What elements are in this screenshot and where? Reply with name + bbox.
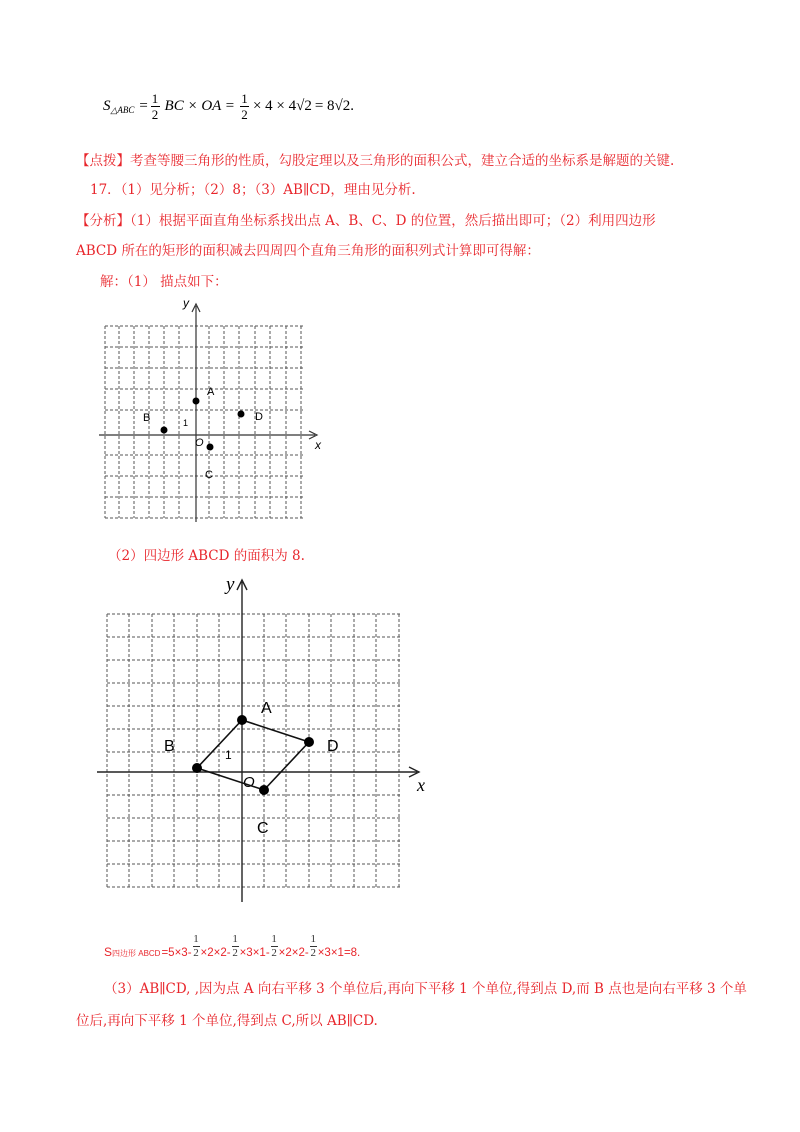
q17-answer: 17．（1）见分析；（2）8；（3）AB∥CD，理由见分析. [90, 182, 416, 198]
point-d-2 [304, 737, 314, 747]
point-d-label-1: D [255, 411, 263, 423]
coordinate-graph-1 [95, 292, 335, 528]
frac-num: 1 [232, 933, 238, 945]
area-half-2 [232, 934, 239, 959]
unit-label-1: 1 [183, 418, 189, 428]
point-a-label-1: A [207, 386, 215, 398]
point-b-label-2: B [164, 738, 175, 755]
formula-bc-oa: BC × OA = [164, 98, 235, 114]
point-b-1 [161, 427, 168, 434]
formula-sub: △ABC [110, 105, 135, 115]
point-a-1 [193, 398, 200, 405]
frac-den: 2 [151, 107, 159, 122]
area-half-4 [310, 934, 317, 959]
axes-2 [97, 580, 419, 902]
area-term-3: ×2×2- [278, 947, 309, 959]
frac-den: 2 [193, 947, 199, 959]
area-term-1: ×2×2- [200, 947, 231, 959]
grid-2 [107, 614, 401, 888]
area-half-3 [271, 934, 278, 959]
solution-part2: （2）四边形 ABCD 的面积为 8. [108, 548, 305, 564]
origin-label-2: O [243, 774, 255, 791]
frac-num: 1 [151, 91, 159, 106]
point-a-label-2: A [261, 700, 272, 717]
formula-half-2 [240, 92, 249, 121]
area-term-2: ×3×1- [239, 947, 270, 959]
area-sub: 四边形 ABCD [112, 949, 161, 958]
area-computation [104, 934, 360, 959]
frac-den: 2 [310, 947, 316, 959]
coordinate-graph-2 [95, 570, 435, 910]
frac-num: 1 [193, 933, 199, 945]
point-c-2 [259, 785, 269, 795]
formula-eq2: = 8√2. [314, 98, 355, 114]
frac-den: 2 [271, 947, 277, 959]
point-c-1 [207, 444, 214, 451]
area-half-1 [193, 934, 200, 959]
area-term-4: ×3×1=8. [317, 947, 361, 959]
formula-eq1: = [138, 98, 149, 114]
analysis-line-1: 【分析】（1）根据平面直角坐标系找出点 A、B、C、D 的位置，然后描出即可；（2）利用四边形 [76, 213, 656, 229]
area-formula-abc [103, 92, 354, 121]
origin-label-1: O [195, 437, 204, 449]
point-b-label-1: B [143, 412, 151, 424]
point-a-2 [237, 715, 247, 725]
frac-den: 2 [232, 947, 238, 959]
frac-den: 2 [241, 107, 248, 122]
point-c-label-2: C [257, 820, 269, 837]
solution-part1: 解：（1） 描点如下： [100, 274, 228, 290]
x-axis-label-2: x [417, 775, 425, 795]
x-axis-label-1: x [315, 438, 321, 452]
formula-sqrt2: √2 [296, 98, 312, 114]
point-d-1 [238, 411, 245, 418]
solution-part3-line1: （3）AB∥CD, ,因为点 A 向右平移 3 个单位后,再向下平移 1 个单位,得到点 D,而 B 点也是向右平移 3 个单 [104, 981, 747, 997]
formula-s: S [103, 98, 111, 114]
solution-part3-line2: 位后,再向下平移 1 个单位,得到点 C,所以 AB∥CD. [76, 1013, 378, 1029]
frac-num: 1 [241, 91, 248, 106]
area-term-0: =5×3- [161, 947, 192, 959]
frac-num: 1 [310, 933, 316, 945]
axes-1 [99, 304, 317, 522]
formula-times: × 4 × 4 [252, 98, 297, 114]
dianbo-text: 【点拨】考查等腰三角形的性质，勾股定理以及三角形的面积公式，建立合适的坐标系是解题的关键. [76, 153, 675, 169]
analysis-line-2: ABCD 所在的矩形的面积减去四周四个直角三角形的面积列式计算即可得解： [76, 243, 540, 259]
area-s: S [104, 945, 113, 959]
y-axis-label-1: y [183, 296, 189, 310]
y-axis-label-2: y [226, 574, 235, 595]
point-d-label-2: D [327, 738, 339, 755]
formula-half-1 [151, 92, 160, 121]
frac-num: 1 [271, 933, 277, 945]
grid-1 [105, 326, 303, 518]
unit-label-2: 1 [225, 748, 232, 762]
point-c-label-1: C [205, 469, 213, 481]
point-b-2 [192, 763, 202, 773]
